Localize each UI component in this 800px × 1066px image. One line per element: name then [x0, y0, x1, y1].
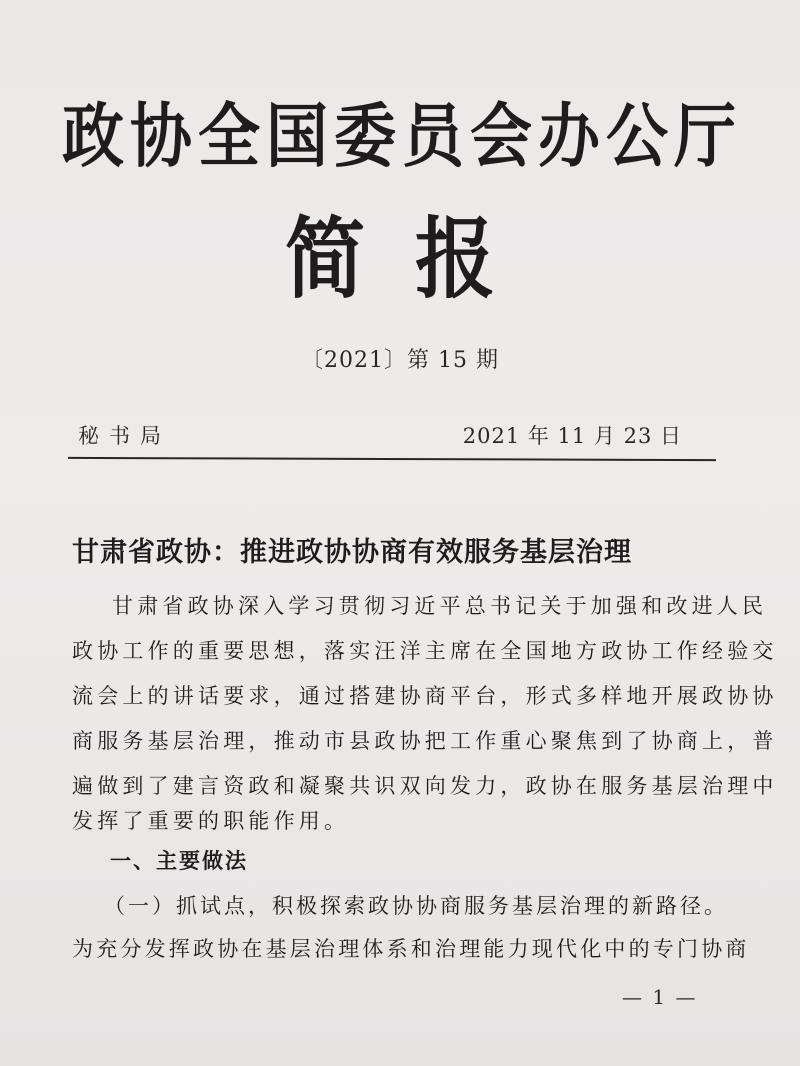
article-headline: 甘肃省政协：推进政协协商有效服务基层治理 [72, 537, 632, 568]
subsection-line: 为充分发挥政协在基层治理体系和治理能力现代化中的专门协商 [72, 937, 750, 961]
section-heading: 一、主要做法 [110, 849, 248, 873]
page-number: — 1 — [622, 985, 698, 1009]
subsection-line: （一）抓试点，积极探索政协协商服务基层治理的新路径。 [104, 894, 728, 918]
intro-line: 遍做到了建言资政和凝聚共识双向发力，政协在服务基层治理中 [72, 774, 778, 798]
masthead-org: 政协全国委员会办公厅 [62, 94, 743, 177]
intro-line: 甘肃省政协深入学习贯彻习近平总书记关于加强和改进人民 [112, 594, 768, 618]
masthead-title: 简报 [285, 208, 545, 311]
intro-line: 商服务基层治理，推动市县政协把工作重心聚焦到了协商上，普 [72, 729, 778, 753]
intro-line: 流会上的讲话要求，通过搭建协商平台，形式多样地开展政协协 [72, 684, 778, 708]
issue-number: 〔2021〕第 15 期 [301, 348, 499, 373]
intro-line: 发挥了重要的职能作用。 [72, 809, 350, 833]
intro-line: 政协工作的重要思想，落实汪洋主席在全国地方政协工作经验交 [72, 639, 778, 663]
header-divider [68, 457, 716, 461]
issuer-label: 秘书局 [78, 424, 171, 448]
issue-date: 2021 年 11 月 23 日 [462, 424, 682, 448]
